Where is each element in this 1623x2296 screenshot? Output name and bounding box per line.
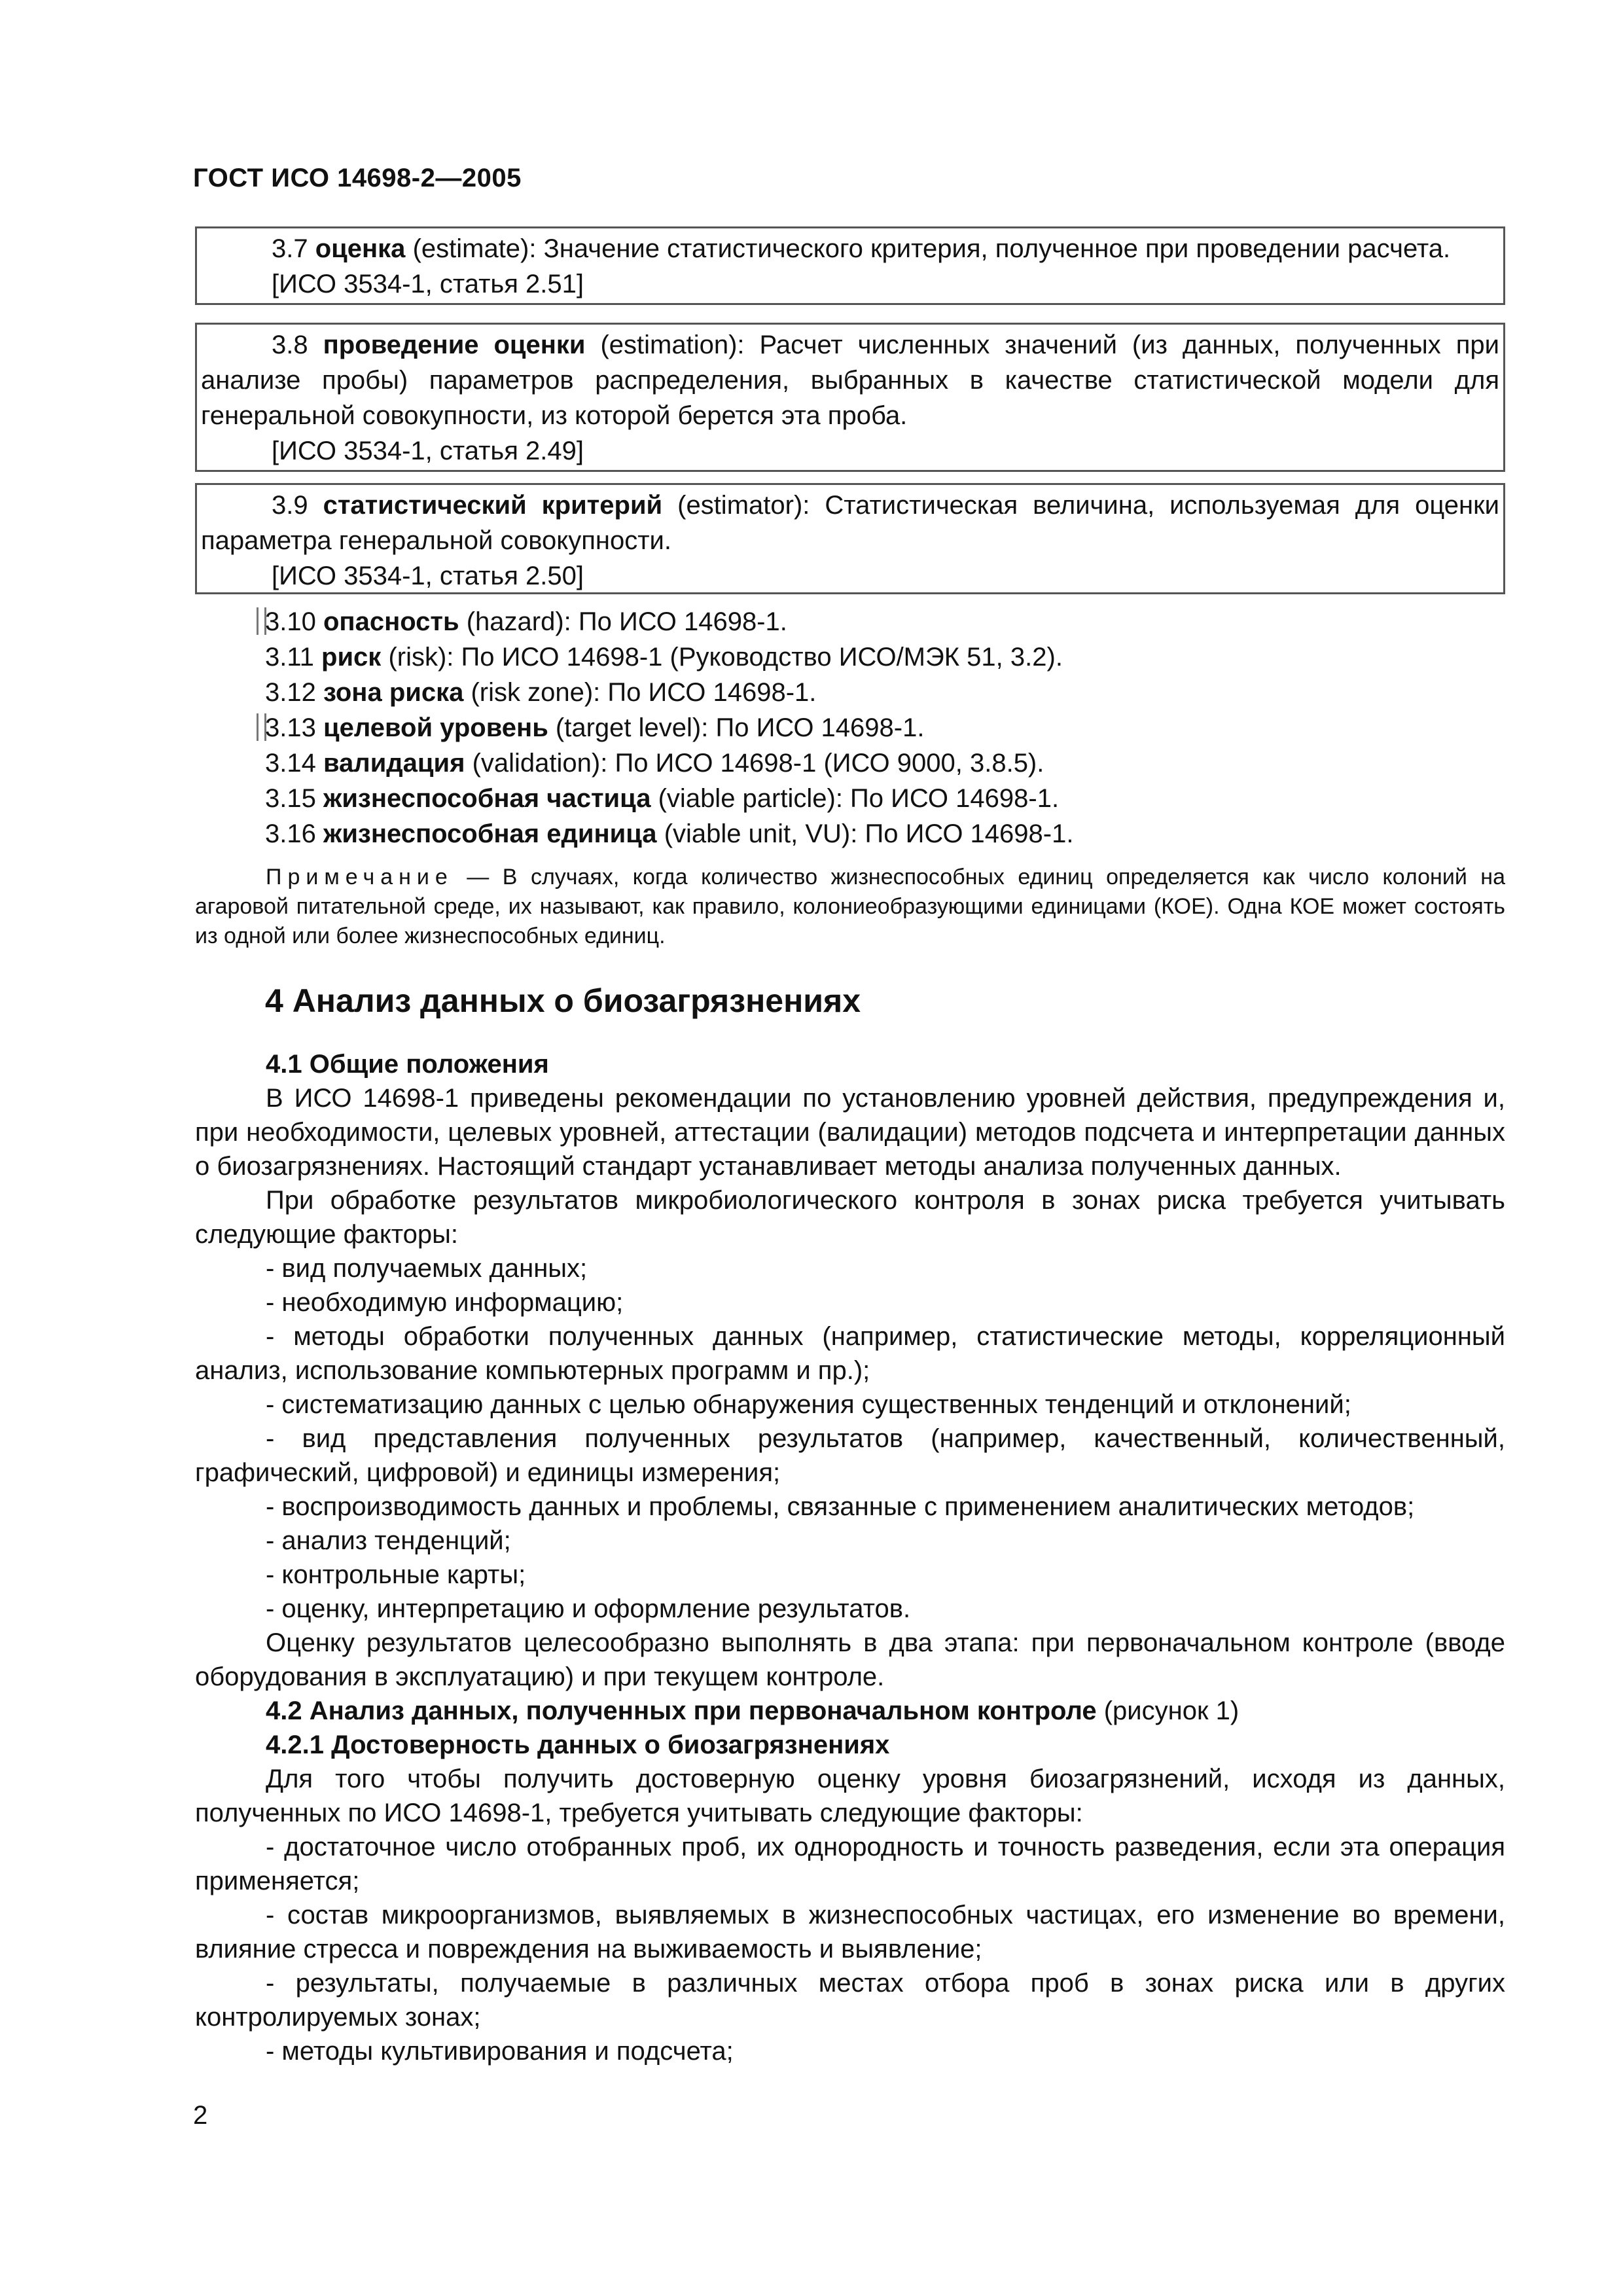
definition-source: [ИСО 3534-1, статья 2.49] — [272, 437, 584, 465]
list-item: - воспроизводимость данных и проблемы, связанные с применением аналитических методов; — [266, 1492, 1415, 1521]
note — [195, 863, 1505, 951]
definition-text: 3.8 проведение оценки (estimation): Расчет численных значений (из данных, полученных при анализе пробы) параметров распределения, выбранных в качестве статистической модели для генеральной совокупности, из которой берется эта проба. — [201, 331, 1499, 430]
list-item: - вид представления полученных результатов (например, качественный, количественный, графический, цифровой) и единицы измерения; — [195, 1424, 1505, 1487]
list-item: - оценку, интерпретацию и оформление результатов. — [266, 1594, 911, 1623]
definition-box-3-7 — [195, 226, 1505, 305]
paragraph: Оценку результатов целесообразно выполнять в два этапа: при первоначальном контроле (вводе оборудования в эксплуатацию) и при текущем контроле. — [195, 1628, 1505, 1691]
definition-3-12: 3.12 зона риска (risk zone): По ИСО 14698-1. — [265, 678, 817, 707]
list-item: - результаты, получаемые в различных местах отбора проб в зонах риска или в других контролируемых зонах; — [195, 1969, 1505, 2032]
definitions-list — [265, 604, 1073, 852]
subsection-title: 4.1 Общие положения — [266, 1050, 549, 1079]
list-item: - достаточное число отобранных проб, их однородность и точность разведения, если эта операция применяется; — [195, 1833, 1505, 1895]
definition-3-15: 3.15 жизнеспособная частица (viable particle): По ИСО 14698-1. — [265, 784, 1060, 813]
note-text: — В случаях, когда количество жизнеспособных единиц определяется как число колоний на агаровой питательной среде, их называют, как правило, колониеобразующими единицами (КОЕ). Одна КОЕ может состоять из одной или более жизнеспособных единиц. — [195, 865, 1505, 948]
paragraph: Для того чтобы получить достоверную оценку уровня биозагрязнений, исходя из данных, полученных по ИСО 14698-1, требуется учитывать следующие факторы: — [195, 1765, 1505, 1827]
definition-source: [ИСО 3534-1, статья 2.51] — [272, 270, 584, 298]
term: оценка — [315, 234, 406, 263]
note-label: Примечание — [266, 865, 454, 889]
paragraph: При обработке результатов микробиологического контроля в зонах риска требуется учитывать следующие факторы: — [195, 1186, 1505, 1249]
list-item: - методы культивирования и подсчета; — [266, 2037, 734, 2066]
term: статистический критерий — [323, 491, 663, 520]
page-number: 2 — [193, 2101, 208, 2130]
definition-box-3-9 — [195, 483, 1505, 594]
subsection-title: 4.2 Анализ данных, полученных при первоначальном контроле (рисунок 1) — [266, 1696, 1240, 1725]
subsection-title: 4.2.1 Достоверность данных о биозагрязнениях — [266, 1731, 890, 1759]
definition-text: 3.9 статистический критерий (estimator): Статистическая величина, используемая для оценки параметра генеральной совокупности. — [201, 491, 1499, 555]
definition-text: 3.7 оценка (estimate): Значение статистического критерия, полученное при проведении расчета. — [272, 234, 1451, 263]
section-body — [195, 1047, 1505, 2068]
definition-3-11: 3.11 риск (risk): По ИСО 14698-1 (Руководство ИСО/МЭК 51, 3.2). — [265, 643, 1063, 672]
paragraph: В ИСО 14698-1 приведены рекомендации по установлению уровней действия, предупреждения и, при необходимости, целевых уровней, аттестации (валидации) методов подсчета и интерпретации данных о биозагрязнениях. Настоящий стандарт устанавливает методы анализа полученных данных. — [195, 1084, 1505, 1181]
list-item: - контрольные карты; — [266, 1560, 526, 1589]
list-item: - необходимую информацию; — [266, 1288, 624, 1317]
definition-3-10: 3.10 опасность (hazard): По ИСО 14698-1. — [265, 607, 787, 636]
list-item: - вид получаемых данных; — [266, 1254, 588, 1283]
term: проведение оценки — [323, 331, 586, 359]
definition-box-3-8 — [195, 323, 1505, 472]
list-item: - анализ тенденций; — [266, 1526, 511, 1555]
list-item: - систематизацию данных с целью обнаружения существенных тенденций и отклонений; — [266, 1390, 1351, 1419]
list-item: - состав микроорганизмов, выявляемых в жизнеспособных частицах, его изменение во времени, влияние стресса и повреждения на выживаемость и выявление; — [195, 1901, 1505, 1964]
definition-3-16: 3.16 жизнеспособная единица (viable unit, VU): По ИСО 14698-1. — [265, 819, 1074, 848]
definition-source: [ИСО 3534-1, статья 2.50] — [272, 562, 584, 590]
document-header: ГОСТ ИСО 14698-2—2005 — [193, 164, 522, 192]
section-heading: 4 Анализ данных о биозагрязнениях — [265, 982, 861, 1019]
definition-3-14: 3.14 валидация (validation): По ИСО 14698-1 (ИСО 9000, 3.8.5). — [265, 749, 1044, 778]
definition-3-13: 3.13 целевой уровень (target level): По ИСО 14698-1. — [265, 713, 925, 742]
list-item: - методы обработки полученных данных (например, статистические методы, корреляционный анализ, использование компьютерных программ и пр.); — [195, 1322, 1505, 1385]
